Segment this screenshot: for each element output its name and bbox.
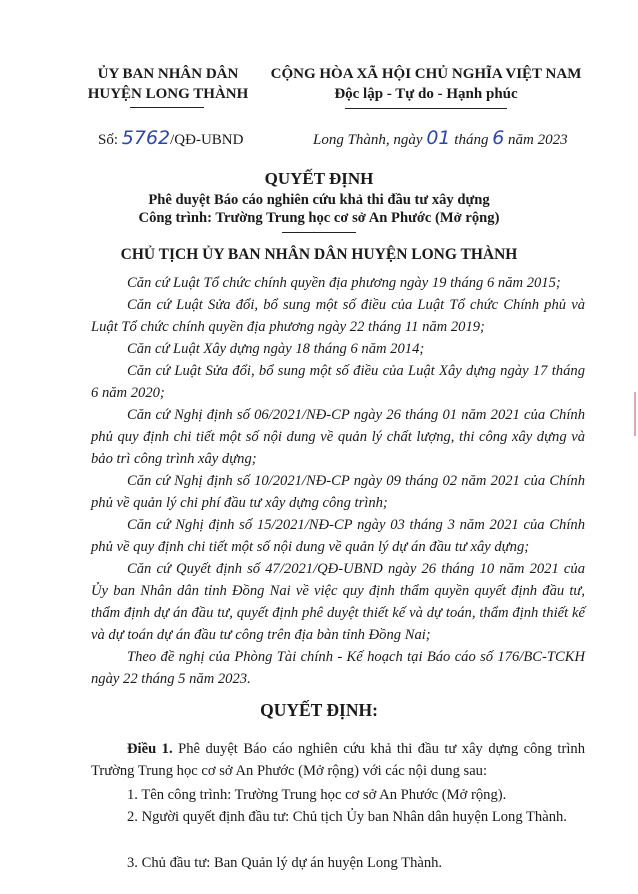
preamble-item: Theo đề nghị của Phòng Tài chính - Kế hoạch tại Báo cáo số 176/BC-TCKH ngày 22 tháng 5 năm 2023.	[91, 649, 585, 687]
org-name-line1: ỦY BAN NHÂN DÂN	[97, 66, 239, 82]
preamble-item: Căn cứ Quyết định số 47/2021/QĐ-UBND ngày 26 tháng 10 năm 2021 của Ủy ban Nhân dân tỉnh Đồng Nai về việc quy định thẩm quyền quyết định đầu tư, thẩm định dự án đầu tư, quyết định phê duyệt thiết kế và dự toán, thẩm định thiết kế và dự toán dự án đầu tư công trên địa bàn tỉnh Đồng Nai;	[91, 561, 585, 643]
issue-date	[313, 127, 568, 149]
date-year-label: năm 2023	[504, 132, 568, 148]
org-name-line2: HUYỆN LONG THÀNH	[87, 86, 249, 102]
date-month-label: tháng	[450, 132, 493, 148]
nation-name: CỘNG HÒA XÃ HỘI CHỦ NGHĨA VIỆT NAM	[270, 66, 582, 82]
preamble-item: Căn cứ Luật Sửa đổi, bổ sung một số điều của Luật Xây dựng ngày 17 tháng 6 năm 2020;	[91, 363, 585, 401]
article-item: 3. Chủ đầu tư: Ban Quản lý dự án huyện Long Thành.	[127, 855, 443, 871]
doc-number-suffix: /QĐ-UBND	[170, 132, 244, 148]
margin-stamp-mark	[628, 392, 636, 436]
nation-motto: Độc lập - Tự do - Hạnh phúc	[334, 86, 518, 102]
article-1-label: Điều 1.	[127, 741, 173, 757]
preamble-item: Căn cứ Luật Tổ chức chính quyền địa phương ngày 19 tháng 6 năm 2015;	[127, 275, 561, 291]
preamble-item: Căn cứ Nghị định số 10/2021/NĐ-CP ngày 09 tháng 02 năm 2021 của Chính phủ về quản lý chi phí đầu tư xây dựng công trình;	[91, 473, 585, 511]
date-prefix: Long Thành, ngày	[313, 132, 427, 148]
document-subtitle-line2: Công trình: Trường Trung học cơ sở An Phước (Mở rộng)	[138, 210, 500, 226]
preamble-item: Căn cứ Nghị định số 06/2021/NĐ-CP ngày 26 tháng 01 năm 2021 của Chính phủ quy định chi tiết một số nội dung về quản lý chất lượng, thi công xây dựng và bảo trì công trình xây dựng;	[91, 407, 585, 467]
decision-heading: QUYẾT ĐỊNH:	[260, 700, 378, 720]
preamble-item: Căn cứ Luật Sửa đổi, bổ sung một số điều của Luật Tổ chức Chính phủ và Luật Tổ chức chính quyền địa phương ngày 22 tháng 11 năm 2019;	[91, 297, 585, 335]
org-underline	[130, 107, 204, 108]
date-month-handwritten: 6	[492, 127, 505, 149]
preamble-item: Căn cứ Nghị định số 15/2021/NĐ-CP ngày 03 tháng 3 năm 2021 của Chính phủ về quy định chi tiết một số nội dung về quản lý dự án đầu tư xây dựng;	[91, 517, 585, 555]
doc-number-prefix: Số:	[98, 132, 122, 148]
document-title: QUYẾT ĐỊNH	[264, 169, 374, 188]
article-1-text: Phê duyệt Báo cáo nghiên cứu khả thi đầu tư xây dựng công trình Trường Trung học cơ sở An Phước (Mở rộng) với các nội dung sau:	[91, 741, 585, 779]
document-number	[98, 127, 243, 149]
issuing-authority: CHỦ TỊCH ỦY BAN NHÂN DÂN HUYỆN LONG THÀNH	[120, 246, 518, 263]
article-item: 1. Tên công trình: Trường Trung học cơ sở An Phước (Mở rộng).	[127, 787, 507, 803]
article-1	[91, 738, 585, 782]
title-underline	[282, 232, 356, 233]
motto-underline	[345, 108, 507, 109]
doc-number-handwritten: 5762	[121, 127, 171, 149]
date-day-handwritten: 01	[426, 127, 451, 149]
document-subtitle-line1: Phê duyệt Báo cáo nghiên cứu khả thi đầu tư xây dựng	[148, 192, 490, 208]
preamble-item: Căn cứ Luật Xây dựng ngày 18 tháng 6 năm 2014;	[127, 341, 425, 357]
article-item: 2. Người quyết định đầu tư: Chủ tịch Ủy ban Nhân dân huyện Long Thành.	[127, 809, 567, 825]
